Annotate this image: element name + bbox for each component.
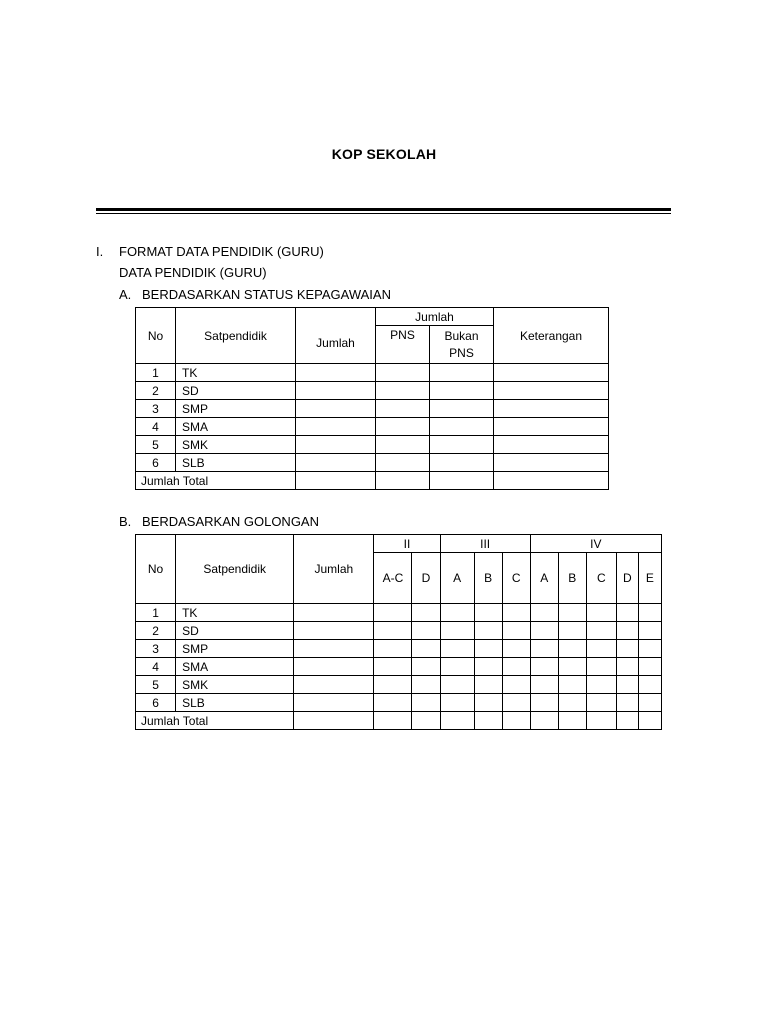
row-name: SD [176, 622, 294, 640]
cell [374, 604, 412, 622]
section-title: FORMAT DATA PENDIDIK (GURU) [119, 244, 324, 259]
table-b-header-gol-ii: II [374, 535, 440, 553]
cell [474, 712, 502, 730]
table-row [136, 418, 609, 436]
cell-bukan-pns [430, 454, 494, 472]
table-a-header-jumlah-group: Jumlah [376, 308, 494, 326]
cell [530, 694, 558, 712]
row-no: 3 [136, 400, 176, 418]
table-row [136, 364, 609, 382]
cell [502, 694, 530, 712]
cell [294, 658, 374, 676]
row-name: SLB [176, 694, 294, 712]
header-ii-ac: A-C [374, 553, 412, 604]
table-total-row [136, 472, 609, 490]
row-no: 5 [136, 676, 176, 694]
table-total-row [136, 712, 662, 730]
cell [502, 658, 530, 676]
table-b-header-jumlah: Jumlah [294, 535, 374, 604]
cell-keterangan [494, 364, 609, 382]
cell [616, 640, 638, 658]
total-label: Jumlah Total [136, 472, 296, 490]
header-iv-c: C [586, 553, 616, 604]
cell-pns [376, 472, 430, 490]
row-name: SLB [176, 454, 296, 472]
cell [558, 604, 586, 622]
cell [530, 658, 558, 676]
cell [530, 640, 558, 658]
cell-keterangan [494, 436, 609, 454]
cell [412, 676, 440, 694]
cell [374, 712, 412, 730]
table-row [136, 622, 662, 640]
cell [294, 676, 374, 694]
row-no: 5 [136, 436, 176, 454]
table-b-header-gol-iv: IV [530, 535, 661, 553]
table-b-marker: B. [119, 514, 132, 529]
table-row [136, 676, 662, 694]
cell [502, 604, 530, 622]
cell-pns [376, 400, 430, 418]
cell [440, 712, 474, 730]
section-subtitle: DATA PENDIDIK (GURU) [119, 265, 267, 280]
cell [474, 622, 502, 640]
row-name: SMK [176, 436, 296, 454]
table-row [136, 436, 609, 454]
cell [558, 658, 586, 676]
table-row [136, 382, 609, 400]
header-iv-a: A [530, 553, 558, 604]
cell [440, 640, 474, 658]
table-b-header-satpendidik: Satpendidik [176, 535, 294, 604]
row-no: 2 [136, 622, 176, 640]
page-title: KOP SEKOLAH [331, 146, 437, 162]
cell [374, 622, 412, 640]
cell-jumlah [296, 400, 376, 418]
cell-keterangan [494, 454, 609, 472]
cell [616, 604, 638, 622]
cell [530, 622, 558, 640]
row-name: SMA [176, 658, 294, 676]
cell [474, 676, 502, 694]
table-b-header-gol-iii: III [440, 535, 530, 553]
cell [530, 676, 558, 694]
cell [530, 712, 558, 730]
cell [474, 640, 502, 658]
row-no: 3 [136, 640, 176, 658]
header-iii-b: B [474, 553, 502, 604]
cell [474, 604, 502, 622]
row-no: 1 [136, 364, 176, 382]
row-name: SMK [176, 676, 294, 694]
cell-jumlah [296, 454, 376, 472]
cell [440, 658, 474, 676]
cell [502, 622, 530, 640]
cell [440, 676, 474, 694]
header-ii-d: D [412, 553, 440, 604]
table-a-header-bukan-pns: Bukan PNS [430, 326, 494, 364]
row-name: SMP [176, 400, 296, 418]
cell-jumlah [296, 418, 376, 436]
cell [374, 694, 412, 712]
cell-pns [376, 382, 430, 400]
cell [412, 658, 440, 676]
cell [294, 604, 374, 622]
cell [530, 604, 558, 622]
cell-keterangan [494, 400, 609, 418]
row-no: 6 [136, 454, 176, 472]
cell [558, 622, 586, 640]
cell-jumlah [296, 382, 376, 400]
header-iii-c: C [502, 553, 530, 604]
cell [412, 694, 440, 712]
header-iv-e: E [638, 553, 661, 604]
cell-keterangan [494, 472, 609, 490]
cell [294, 712, 374, 730]
cell [412, 640, 440, 658]
cell-bukan-pns [430, 436, 494, 454]
cell [412, 604, 440, 622]
cell [440, 694, 474, 712]
section-number: I. [96, 244, 104, 259]
header-rule-thick [96, 208, 671, 211]
cell-bukan-pns [430, 418, 494, 436]
cell [502, 640, 530, 658]
table-a-header-pns: PNS [376, 326, 430, 364]
header-iii-a: A [440, 553, 474, 604]
cell-pns [376, 454, 430, 472]
table-status-kepegawaian [135, 307, 609, 490]
cell [558, 712, 586, 730]
cell-jumlah [296, 472, 376, 490]
row-name: SMA [176, 418, 296, 436]
cell [638, 604, 661, 622]
cell [616, 712, 638, 730]
table-row [136, 604, 662, 622]
table-row [136, 454, 609, 472]
cell [638, 658, 661, 676]
cell-jumlah [296, 364, 376, 382]
cell [294, 640, 374, 658]
cell [586, 676, 616, 694]
table-a-marker: A. [119, 287, 132, 302]
cell [616, 622, 638, 640]
cell-keterangan [494, 418, 609, 436]
table-row [136, 400, 609, 418]
cell [502, 712, 530, 730]
table-a-header-jumlah: Jumlah [296, 308, 376, 364]
cell [374, 676, 412, 694]
cell [616, 658, 638, 676]
header-iv-d: D [616, 553, 638, 604]
cell [586, 712, 616, 730]
cell [374, 640, 412, 658]
cell [638, 712, 661, 730]
header-iv-b: B [558, 553, 586, 604]
cell [502, 676, 530, 694]
cell [616, 694, 638, 712]
row-name: SMP [176, 640, 294, 658]
cell-bukan-pns [430, 472, 494, 490]
table-b-header-no: No [136, 535, 176, 604]
table-row [136, 658, 662, 676]
cell [638, 640, 661, 658]
cell-pns [376, 436, 430, 454]
cell [616, 676, 638, 694]
cell [412, 622, 440, 640]
table-row [136, 640, 662, 658]
row-no: 1 [136, 604, 176, 622]
cell [586, 658, 616, 676]
table-golongan [135, 534, 662, 730]
cell-bukan-pns [430, 382, 494, 400]
row-no: 4 [136, 418, 176, 436]
cell [294, 622, 374, 640]
cell [638, 622, 661, 640]
cell [586, 640, 616, 658]
cell [374, 658, 412, 676]
cell [558, 676, 586, 694]
row-no: 6 [136, 694, 176, 712]
cell-bukan-pns [430, 364, 494, 382]
table-b-heading: BERDASARKAN GOLONGAN [142, 514, 319, 529]
row-name: TK [176, 604, 294, 622]
cell [586, 622, 616, 640]
cell [586, 604, 616, 622]
table-a-header-keterangan: Keterangan [494, 308, 609, 364]
cell [474, 658, 502, 676]
table-a-header-no: No [136, 308, 176, 364]
cell [558, 640, 586, 658]
cell-pns [376, 418, 430, 436]
cell [294, 694, 374, 712]
cell [440, 622, 474, 640]
cell [638, 694, 661, 712]
total-label: Jumlah Total [136, 712, 294, 730]
cell-keterangan [494, 382, 609, 400]
cell-pns [376, 364, 430, 382]
cell [474, 694, 502, 712]
row-name: SD [176, 382, 296, 400]
header-rule-thin [96, 213, 671, 214]
table-row [136, 694, 662, 712]
row-name: TK [176, 364, 296, 382]
row-no: 4 [136, 658, 176, 676]
table-a-heading: BERDASARKAN STATUS KEPAGAWAIAN [142, 287, 391, 302]
cell-jumlah [296, 436, 376, 454]
cell [586, 694, 616, 712]
cell-bukan-pns [430, 400, 494, 418]
cell [638, 676, 661, 694]
cell [558, 694, 586, 712]
cell [412, 712, 440, 730]
table-a-header-satpendidik: Satpendidik [176, 308, 296, 364]
row-no: 2 [136, 382, 176, 400]
cell [440, 604, 474, 622]
